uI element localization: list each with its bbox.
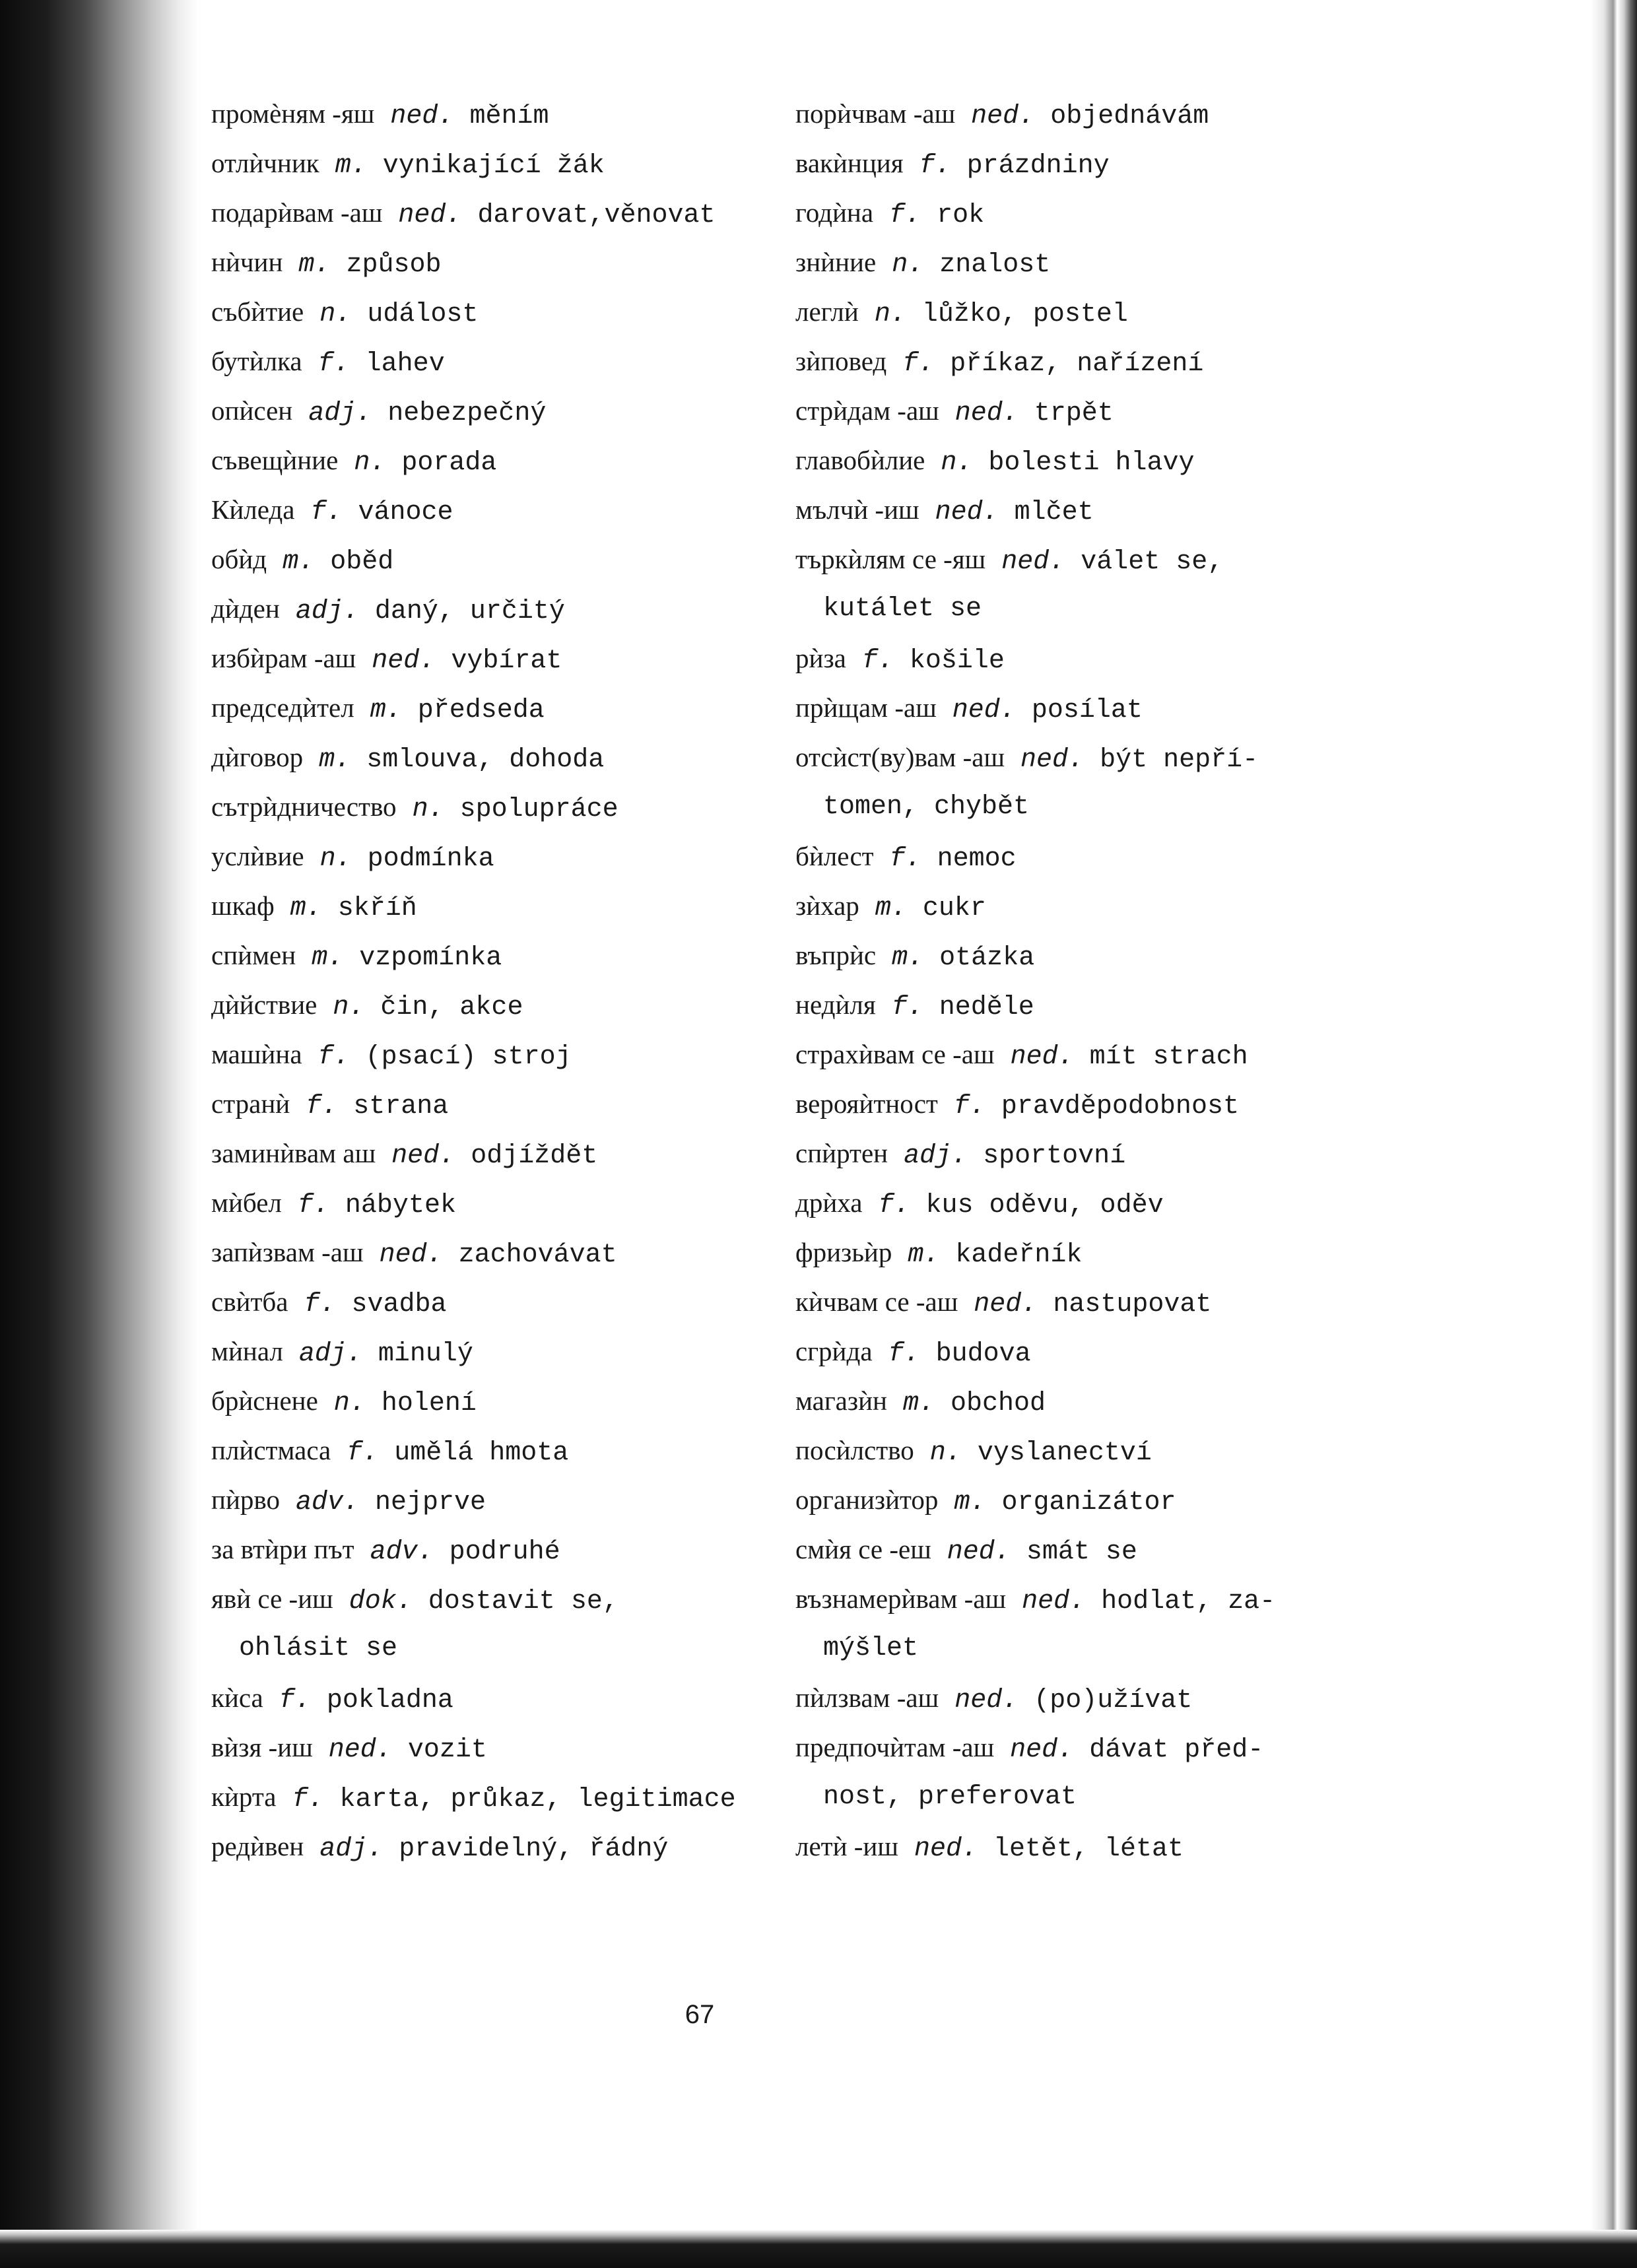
czech-translation: kus oděvu, oděv (925, 1191, 1164, 1220)
bulgarian-headword: председѝтел (211, 692, 354, 723)
czech-translation: příkaz, nařízení (950, 349, 1204, 379)
vocabulary-entry (211, 1327, 805, 1376)
vocabulary-entry (795, 980, 1389, 1030)
czech-translation: předseda (417, 696, 545, 725)
vocabulary-entry (795, 1475, 1389, 1525)
grammar-label: adj. (319, 1834, 384, 1864)
bulgarian-headword: Кѝледа (211, 494, 295, 525)
grammar-label: f. (878, 1191, 910, 1220)
czech-translation: organizátor (1001, 1488, 1176, 1518)
grammar-label: m. (370, 696, 402, 725)
bulgarian-headword: фризьѝр (795, 1237, 892, 1267)
bulgarian-headword: дѝйствие (211, 989, 317, 1020)
czech-translation: podruhé (449, 1537, 560, 1567)
vocabulary-entry (795, 1376, 1389, 1426)
czech-translation: měním (469, 102, 549, 131)
bulgarian-headword: верояѝтност (795, 1088, 938, 1119)
czech-translation: (po)užívat (1034, 1686, 1193, 1716)
czech-translation: pokladna (326, 1686, 453, 1716)
bulgarian-headword: сътрѝдничество (211, 791, 397, 822)
bulgarian-headword: кѝрта (211, 1782, 277, 1812)
vocabulary-entry (795, 1426, 1389, 1475)
grammar-label: adv. (295, 1488, 359, 1518)
grammar-label: f. (292, 1785, 324, 1815)
grammar-label: adj. (295, 597, 359, 626)
vocabulary-entry-continuation (211, 1624, 805, 1673)
czech-translation: smát se (1026, 1537, 1137, 1567)
bulgarian-headword: услѝвие (211, 841, 304, 871)
bulgarian-headword: за втѝри път (211, 1534, 354, 1564)
czech-translation: letět, létat (993, 1834, 1184, 1864)
czech-translation: znalost (939, 250, 1051, 280)
grammar-label: n. (412, 795, 444, 824)
czech-translation: vynikající žák (382, 151, 605, 181)
czech-translation: neděle (939, 993, 1034, 1022)
bulgarian-headword: отсѝст(ву)вам -аш (795, 742, 1005, 772)
grammar-label: ned. (391, 1141, 455, 1171)
czech-translation: nemoc (937, 844, 1017, 874)
czech-translation: podmínka (367, 844, 494, 874)
grammar-label: ned. (328, 1735, 392, 1765)
czech-translation: holení (381, 1389, 477, 1418)
vocabulary-entry (211, 535, 805, 584)
bulgarian-headword: подарѝвам -аш (211, 197, 383, 228)
vocabulary-entry (795, 683, 1389, 733)
bulgarian-headword: посѝлство (795, 1435, 914, 1465)
grammar-label: ned. (1010, 1042, 1074, 1072)
bulgarian-headword: свѝтба (211, 1286, 288, 1317)
vocabulary-entry (795, 1673, 1389, 1723)
grammar-label: f. (889, 844, 921, 874)
vocabulary-entry (211, 1772, 805, 1822)
czech-translation: nost, preferovat (823, 1782, 1077, 1812)
bulgarian-headword: дѝговор (211, 742, 304, 772)
czech-translation: porada (401, 448, 497, 478)
grammar-label: ned. (1010, 1735, 1074, 1765)
czech-translation: vybírat (451, 646, 562, 676)
czech-translation: dávat před- (1089, 1735, 1264, 1765)
vocabulary-entry (211, 1525, 805, 1574)
grammar-label: m. (283, 547, 315, 577)
czech-translation: kadeřník (955, 1240, 1083, 1270)
vocabulary-entry (795, 1822, 1389, 1871)
czech-translation: ohlásit se (239, 1634, 398, 1663)
bulgarian-headword: пѝлзвам -аш (795, 1683, 939, 1713)
czech-translation: budova (935, 1339, 1031, 1369)
grammar-label: m. (875, 894, 907, 923)
czech-translation: sportovní (983, 1141, 1126, 1171)
grammar-label: m. (335, 151, 367, 181)
vocabulary-entry (211, 1723, 805, 1772)
grammar-label: f. (891, 993, 923, 1022)
bulgarian-headword: събѝтие (211, 296, 304, 327)
czech-translation: tomen, chybět (823, 792, 1030, 822)
bulgarian-headword: вѝзя -иш (211, 1732, 313, 1762)
bulgarian-headword: опѝсен (211, 395, 293, 426)
grammar-label: n. (333, 993, 365, 1022)
grammar-label: adv. (370, 1537, 434, 1567)
bulgarian-headword: страхѝвам се -аш (795, 1039, 995, 1069)
grammar-label: m. (902, 1389, 935, 1418)
vocabulary-entry (211, 139, 805, 188)
vocabulary-entry (211, 881, 805, 931)
grammar-label: m. (319, 745, 351, 775)
bulgarian-headword: плѝстмаса (211, 1435, 331, 1465)
grammar-label: adj. (308, 399, 372, 428)
grammar-label: f. (347, 1438, 379, 1468)
grammar-label: dok. (349, 1587, 413, 1617)
grammar-label: ned. (952, 696, 1016, 725)
bulgarian-headword: рѝза (795, 643, 846, 673)
bulgarian-headword: търкѝлям се -яш (795, 544, 986, 574)
czech-translation: rok (937, 201, 985, 230)
bulgarian-headword: отлѝчник (211, 148, 319, 178)
grammar-label: f. (919, 151, 951, 181)
vocabulary-entry (795, 1129, 1389, 1178)
bulgarian-headword: спѝмен (211, 940, 296, 970)
czech-translation: událost (367, 300, 479, 329)
binding-shadow (0, 0, 198, 2268)
vocabulary-entry (211, 584, 805, 634)
vocabulary-entry (211, 1178, 805, 1228)
czech-translation: cukr (922, 894, 986, 923)
czech-translation: mýšlet (823, 1634, 919, 1663)
grammar-label: ned. (971, 102, 1035, 131)
bulgarian-headword: смѝя се -еш (795, 1534, 931, 1564)
vocabulary-entry (795, 1525, 1389, 1574)
vocabulary-entry (211, 1475, 805, 1525)
vocabulary-entry (211, 980, 805, 1030)
vocabulary-entry (211, 1277, 805, 1327)
bulgarian-headword: организѝтор (795, 1484, 939, 1515)
bulgarian-headword: предпочѝтам -аш (795, 1732, 995, 1762)
vocabulary-entry (211, 832, 805, 881)
grammar-label: m. (298, 250, 331, 280)
bulgarian-headword: дрѝха (795, 1187, 863, 1218)
grammar-label: ned. (974, 1290, 1038, 1319)
vocabulary-entry (211, 1426, 805, 1475)
bulgarian-headword: мълчѝ -иш (795, 494, 919, 525)
vocabulary-entry (211, 386, 805, 436)
grammar-label: f. (310, 498, 343, 527)
page-number: 67 (685, 2000, 715, 2029)
bulgarian-headword: леглѝ (795, 296, 859, 327)
czech-translation: kutálet se (823, 594, 982, 624)
czech-translation: vánoce (358, 498, 453, 527)
vocabulary-column-left (211, 89, 805, 1871)
bulgarian-headword: сгрѝда (795, 1336, 873, 1366)
grammar-label: ned. (379, 1240, 443, 1270)
vocabulary-entry (795, 337, 1389, 386)
vocabulary-entry (795, 139, 1389, 188)
grammar-label: f. (304, 1290, 336, 1319)
czech-translation: lahev (365, 349, 445, 379)
bulgarian-headword: годѝна (795, 197, 874, 228)
grammar-label: ned. (935, 498, 999, 527)
vocabulary-entry (795, 1030, 1389, 1079)
bulgarian-headword: зѝповед (795, 346, 887, 376)
czech-translation: lůžko, postel (921, 300, 1128, 329)
czech-translation: otázka (939, 943, 1035, 973)
grammar-label: n. (319, 300, 352, 329)
vocabulary-entry (795, 89, 1389, 139)
vocabulary-entry (795, 931, 1389, 980)
grammar-label: ned. (954, 1686, 1019, 1716)
bulgarian-headword: бѝлест (795, 841, 874, 871)
czech-translation: mlčet (1014, 498, 1094, 527)
czech-translation: nastupovat (1053, 1290, 1212, 1319)
vocabulary-entry (211, 485, 805, 535)
vocabulary-entry (795, 881, 1389, 931)
czech-translation: bolesti hlavy (988, 448, 1195, 478)
vocabulary-entry (795, 1277, 1389, 1327)
grammar-label: f. (861, 646, 894, 676)
bulgarian-headword: прѝщам -аш (795, 692, 937, 723)
vocabulary-entry (211, 634, 805, 683)
grammar-label: ned. (390, 102, 454, 131)
czech-translation: hodlat, za- (1101, 1587, 1276, 1617)
bulgarian-headword: стрѝдам -аш (795, 395, 939, 426)
bulgarian-headword: шкаф (211, 890, 275, 921)
bulgarian-headword: спѝртен (795, 1138, 888, 1168)
grammar-label: f. (317, 1042, 350, 1072)
vocabulary-entry-continuation (795, 584, 1389, 634)
czech-translation: válet se, (1081, 547, 1224, 577)
grammar-label: n. (941, 448, 973, 478)
grammar-label: f. (953, 1092, 986, 1121)
grammar-label: f. (902, 349, 935, 379)
vocabulary-entry (211, 238, 805, 287)
bulgarian-headword: порѝчвам -аш (795, 98, 956, 129)
czech-translation: způsob (346, 250, 442, 280)
czech-translation: daný, určitý (374, 597, 565, 626)
bulgarian-headword: явѝ се -иш (211, 1584, 333, 1614)
vocabulary-entry-continuation (795, 1624, 1389, 1673)
vocabulary-entry (211, 1673, 805, 1723)
bulgarian-headword: пѝрво (211, 1484, 280, 1515)
vocabulary-entry (211, 89, 805, 139)
czech-translation: nejprve (375, 1488, 486, 1518)
bulgarian-headword: кѝса (211, 1683, 263, 1713)
czech-translation: spolupráce (459, 795, 618, 824)
bulgarian-headword: машѝна (211, 1039, 302, 1069)
bulgarian-headword: редѝвен (211, 1831, 304, 1861)
grammar-label: m. (290, 894, 322, 923)
vocabulary-entry (211, 1822, 805, 1871)
vocabulary-entry (795, 733, 1389, 782)
grammar-label: m. (892, 943, 924, 973)
bulgarian-headword: летѝ -иш (795, 1831, 898, 1861)
czech-translation: posílat (1031, 696, 1143, 725)
czech-translation: košile (909, 646, 1005, 676)
grammar-label: n. (354, 448, 386, 478)
bulgarian-headword: нѝчин (211, 247, 283, 277)
bulgarian-headword: съвещѝние (211, 445, 339, 475)
grammar-label: m. (908, 1240, 940, 1270)
bulgarian-headword: обѝд (211, 544, 267, 574)
bulgarian-headword: възнамерѝвам -аш (795, 1584, 1007, 1614)
vocabulary-entry (211, 733, 805, 782)
vocabulary-entry (211, 1129, 805, 1178)
vocabulary-entry (211, 1574, 805, 1624)
bulgarian-headword: бутѝлка (211, 346, 302, 376)
czech-translation: darovat,věnovat (477, 201, 716, 230)
bulgarian-headword: заминѝвам аш (211, 1138, 376, 1168)
page-edge-bottom (0, 2230, 1637, 2268)
bulgarian-headword: избѝрам -аш (211, 643, 356, 673)
vocabulary-entry (211, 436, 805, 485)
vocabulary-entry (211, 683, 805, 733)
vocabulary-entry (211, 337, 805, 386)
grammar-label: m. (312, 943, 344, 973)
grammar-label: ned. (947, 1537, 1011, 1567)
czech-translation: oběd (330, 547, 394, 577)
vocabulary-entry (795, 535, 1389, 584)
czech-translation: nebezpečný (387, 399, 547, 428)
grammar-label: n. (929, 1438, 962, 1468)
bulgarian-headword: недѝля (795, 989, 876, 1020)
czech-translation: mít strach (1089, 1042, 1248, 1072)
vocabulary-column-right (795, 89, 1389, 1871)
vocabulary-entry (211, 1030, 805, 1079)
vocabulary-entry (211, 287, 805, 337)
vocabulary-entry (211, 188, 805, 238)
grammar-label: f. (317, 349, 350, 379)
vocabulary-entry (795, 634, 1389, 683)
grammar-label: ned. (398, 201, 462, 230)
bulgarian-headword: запѝзвам -аш (211, 1237, 364, 1267)
vocabulary-entry (795, 1574, 1389, 1624)
bulgarian-headword: зѝхар (795, 890, 859, 921)
vocabulary-entry (795, 386, 1389, 436)
bulgarian-headword: мѝнал (211, 1336, 283, 1366)
czech-translation: čin, akce (380, 993, 523, 1022)
czech-translation: být nepří- (1100, 745, 1259, 775)
czech-translation: karta, průkaz, legitimace (339, 1785, 736, 1815)
vocabulary-entry (795, 1327, 1389, 1376)
grammar-label: f. (889, 201, 921, 230)
czech-translation: dostavit se, (428, 1587, 618, 1617)
grammar-label: ned. (914, 1834, 978, 1864)
vocabulary-entry (795, 485, 1389, 535)
grammar-label: adj. (298, 1339, 362, 1369)
vocabulary-entry-continuation (795, 1772, 1389, 1822)
bulgarian-headword: дѝден (211, 593, 280, 624)
grammar-label: ned. (372, 646, 436, 676)
grammar-label: ned. (1022, 1587, 1086, 1617)
bulgarian-headword: магазѝн (795, 1385, 887, 1416)
czech-translation: obchod (951, 1389, 1046, 1418)
vocabulary-entry (795, 1079, 1389, 1129)
bulgarian-headword: странѝ (211, 1088, 290, 1119)
czech-translation: zachovávat (458, 1240, 617, 1270)
vocabulary-entry (211, 1079, 805, 1129)
bulgarian-headword: брѝснене (211, 1385, 318, 1416)
vocabulary-entry (795, 1723, 1389, 1772)
czech-translation: vyslanectví (977, 1438, 1152, 1468)
vocabulary-entry (795, 188, 1389, 238)
czech-translation: pravděpodobnost (1001, 1092, 1239, 1121)
grammar-label: f. (888, 1339, 920, 1369)
grammar-label: f. (297, 1191, 329, 1220)
grammar-label: n. (892, 250, 924, 280)
vocabulary-entry (211, 1228, 805, 1277)
vocabulary-entry (795, 287, 1389, 337)
czech-translation: smlouva, dohoda (366, 745, 605, 775)
czech-translation: skříň (337, 894, 417, 923)
bulgarian-headword: главобѝлие (795, 445, 925, 475)
vocabulary-entry (795, 832, 1389, 881)
czech-translation: nábytek (345, 1191, 456, 1220)
grammar-label: ned. (1020, 745, 1085, 775)
czech-translation: svadba (351, 1290, 447, 1319)
vocabulary-entry-continuation (795, 782, 1389, 832)
grammar-label: n. (333, 1389, 366, 1418)
czech-translation: minulý (378, 1339, 473, 1369)
czech-translation: vozit (407, 1735, 487, 1765)
vocabulary-entry (795, 238, 1389, 287)
vocabulary-entry (211, 1376, 805, 1426)
vocabulary-entry (211, 931, 805, 980)
czech-translation: vzpomínka (359, 943, 502, 973)
bulgarian-headword: промѐням -яш (211, 98, 375, 129)
czech-translation: (psací) stroj (365, 1042, 572, 1072)
page-edge-right (1591, 0, 1637, 2268)
grammar-label: m. (954, 1488, 986, 1518)
czech-translation: odjíždět (471, 1141, 598, 1171)
grammar-label: adj. (904, 1141, 968, 1171)
czech-translation: prázdniny (966, 151, 1110, 181)
bulgarian-headword: вакѝнция (795, 148, 904, 178)
grammar-label: f. (279, 1686, 311, 1716)
czech-translation: umělá hmota (394, 1438, 569, 1468)
vocabulary-entry (795, 1178, 1389, 1228)
czech-translation: pravidelný, řádný (399, 1834, 669, 1864)
grammar-label: f. (306, 1092, 338, 1121)
bulgarian-headword: въпрѝс (795, 940, 877, 970)
grammar-label: ned. (1001, 547, 1065, 577)
vocabulary-entry (795, 1228, 1389, 1277)
bulgarian-headword: знѝние (795, 247, 877, 277)
czech-translation: strana (353, 1092, 449, 1121)
vocabulary-entry (211, 782, 805, 832)
grammar-label: n. (319, 844, 352, 874)
czech-translation: trpět (1034, 399, 1114, 428)
grammar-label: n. (874, 300, 906, 329)
czech-translation: objednávám (1050, 102, 1209, 131)
bulgarian-headword: мѝбел (211, 1187, 282, 1218)
grammar-label: ned. (954, 399, 1019, 428)
vocabulary-entry (795, 436, 1389, 485)
bulgarian-headword: кѝчвам се -аш (795, 1286, 958, 1317)
